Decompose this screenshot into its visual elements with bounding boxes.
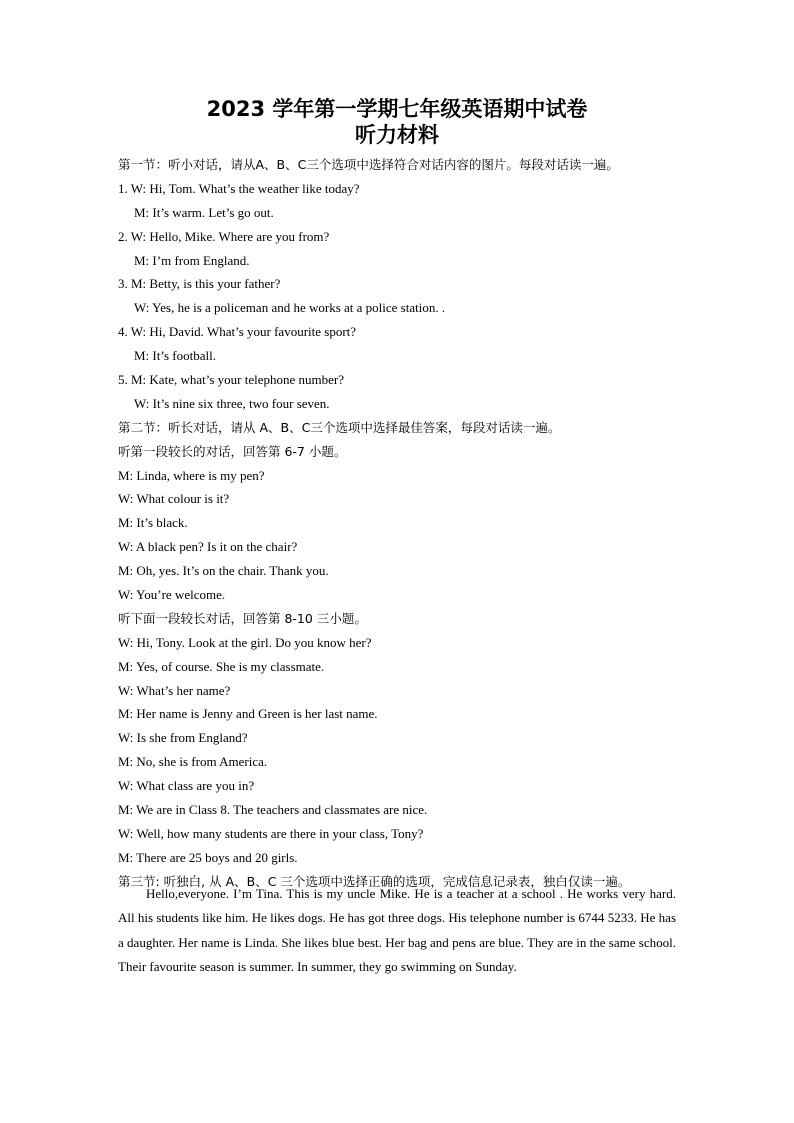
dialogue-line: 2. W: Hello, Mike. Where are you from? [118, 228, 330, 244]
dialogue-line: M: Linda, where is my pen? [118, 467, 265, 483]
dialogue-line: M: Her name is Jenny and Green is her last name. [118, 706, 378, 722]
dialogue-line: W: What’s her name? [118, 682, 231, 698]
dialogue-line: M: Oh, yes. It’s on the chair. Thank you. [118, 563, 329, 579]
dialogue-line: M: It’s warm. Let’s go out. [134, 204, 274, 220]
page-subtitle: 听力材料 [355, 123, 439, 147]
page-title: 2023 学年第一学期七年级英语期中试卷 [206, 97, 588, 121]
dialogue-line: 1. W: Hi, Tom. What’s the weather like today? [118, 180, 360, 196]
listening-script [118, 153, 676, 894]
dialogue-line: W: It’s nine six three, two four seven. [134, 395, 330, 411]
dialogue-line: W: Yes, he is a policeman and he works at a police station. . [134, 300, 446, 316]
section-heading: 听第一段较长的对话，回答第 6-7 小题。 [118, 443, 347, 459]
dialogue-line: 5. M: Kate, what’s your telephone number? [118, 372, 344, 388]
dialogue-line: M: Yes, of course. She is my classmate. [118, 658, 325, 674]
dialogue-line: W: What colour is it? [118, 491, 230, 507]
dialogue-line: 3. M: Betty, is this your father? [118, 276, 281, 292]
dialogue-line: 4. W: Hi, David. What’s your favourite sport? [118, 324, 357, 340]
dialogue-line: M: There are 25 boys and 20 girls. [118, 849, 298, 865]
section-heading: 第二节：听长对话，请从 A、B、C三个选项中选择最佳答案，每段对话读一遍。 [118, 419, 561, 435]
dialogue-line: M: It’s football. [134, 348, 216, 364]
section-heading: 第一节：听小对话，请从A、B、C三个选项中选择符合对话内容的图片。每段对话读一遍。 [118, 157, 619, 172]
dialogue-line: W: Hi, Tony. Look at the girl. Do you know her? [118, 634, 372, 650]
dialogue-line: W: A black pen? Is it on the chair? [118, 539, 298, 555]
dialogue-line: W: You’re welcome. [118, 587, 226, 603]
dialogue-line: M: I’m from England. [134, 252, 250, 268]
section-heading: 第三节: 听独白, 从 A、B、C 三个选项中选择正确的选项，完成信息记录表，独白仅读一遍。 [118, 873, 631, 889]
dialogue-line: W: Well, how many students are there in your class, Tony? [118, 825, 424, 841]
section-heading: 听下面一段较长对话，回答第 8-10 三小题。 [118, 610, 367, 626]
dialogue-line: M: No, she is from America. [118, 754, 268, 770]
dialogue-line: M: It’s black. [118, 515, 188, 531]
dialogue-line: W: What class are you in? [118, 778, 255, 794]
dialogue-line: W: Is she from England? [118, 730, 248, 746]
dialogue-line: M: We are in Class 8. The teachers and classmates are nice. [118, 802, 428, 818]
monologue-paragraph: Hello,everyone. I’m Tina. This is my uncle Mike. He is a teacher at a school . He works very hard. All his students like him. He likes dogs. He has got three dogs. His telephone number is 6744 5233. He has a daughter. Her name is Linda. She likes blue best. Her bag and pens are blue. They are in the same school. Their favourite season is summer. In summer, they go swimming on Sunday. [118, 886, 676, 974]
